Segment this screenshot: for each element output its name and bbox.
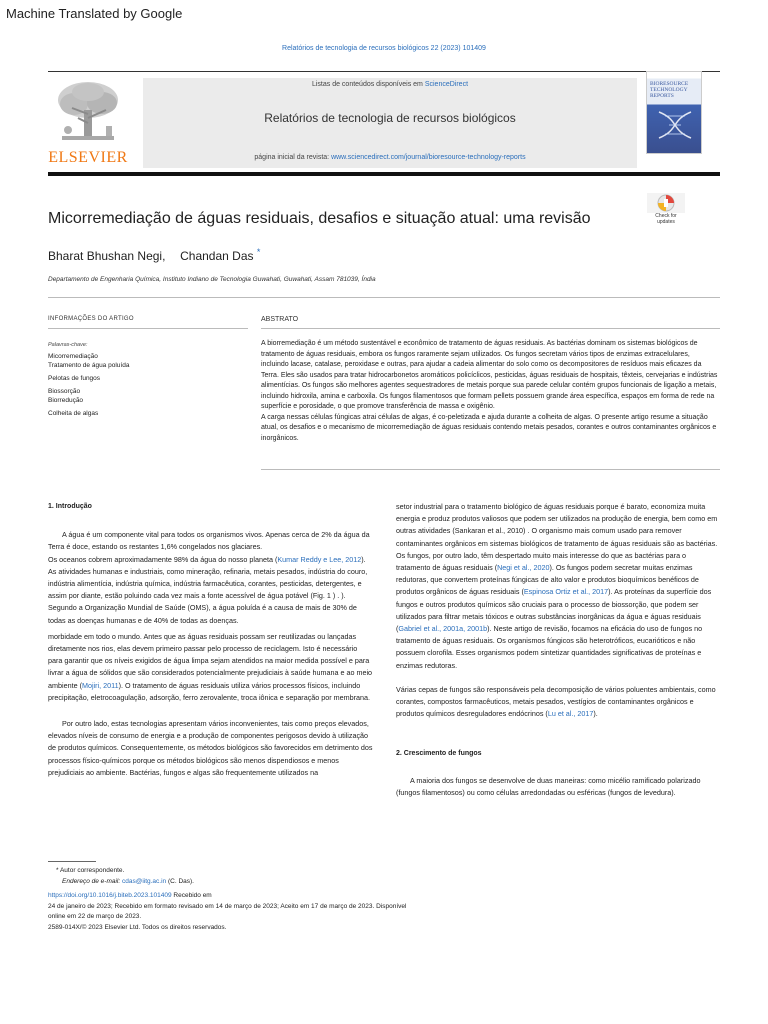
keyword-item: Colheita de algas	[48, 410, 99, 417]
journal-homepage-link[interactable]: www.sciencedirect.com/journal/bioresource-technology-reports	[331, 154, 526, 161]
citation-link[interactable]: Espinosa Ortiz et al., 2017	[523, 587, 609, 597]
citation-link[interactable]: Lu et al., 2017	[547, 709, 594, 719]
keyword-item: Micorremediação	[48, 353, 98, 360]
received-label: Recebido em	[173, 892, 212, 899]
elsevier-logo[interactable]	[48, 78, 128, 168]
cover-title-line: REPORTS	[650, 93, 674, 99]
article-info-rule	[48, 328, 248, 329]
footnote-rule	[48, 861, 96, 862]
author-email-link[interactable]: cdas@iitg.ac.in	[121, 877, 167, 885]
citation-link[interactable]: Negi et al., 2020	[497, 563, 550, 573]
sciencedirect-link[interactable]: ScienceDirect	[424, 81, 469, 88]
keywords-heading: Palavras-chave:	[48, 342, 88, 348]
corresponding-author-note: * Autor correspondente.	[56, 867, 125, 874]
abstract-paragraph: A carga nessas células fúngicas atrai células de algas, é co-peletizada e ajuda durante a colheita de algas. O presente artigo resume a situação atual, os desafios e o mecanismo de micorremediação de águas residuais contendo metais pesados, corantes e outros contaminantes orgânicos e inorgânicos.	[261, 413, 717, 442]
elsevier-tree-icon	[52, 78, 124, 148]
section-heading-fungal-growth: 2. Crescimento de fungos	[396, 750, 482, 758]
abstract-heading: ABSTRATO	[261, 316, 299, 323]
section-heading-introduction: 1. Introdução	[48, 503, 92, 510]
crossmark-label-line: Check for	[655, 213, 677, 219]
copyright-line: 2589-014X/© 2023 Elsevier Ltd. Todos os direitos reservados.	[48, 923, 227, 931]
header-bottom-rule	[48, 172, 720, 176]
text-run: ). As atividades humanas e industriais, como mineração, refinaria, metais pesados, indústria do couro, indústria alimentícia, indústria química, indústria farmacêutica, corantes, pesticidas, detergentes, e assim por diante, estão poluindo cada vez mais a fonte acessível de água potável (Fig. 1 ) . ). Segundo a Organização Mundial de Saúde (OMS), a água poluída é a causa de mais de 30% de todas as doenças humanas e de 40% de todas as doenças.	[48, 554, 368, 625]
body-paragraph: A água é um componente vital para todos os organismos vivos. Apenas cerca de 2% da água da Terra é doce, estando os restantes 1,6% congelados nos glaciares.	[48, 530, 370, 552]
header-top-rule	[48, 71, 720, 72]
keyword-item: Biossorção	[48, 388, 81, 395]
body-paragraph	[48, 631, 373, 704]
history-line: 24 de janeiro de 2023; Recebido em formato revisado em 14 de março de 2023; Aceito em 17 de março de 2023. Disponível	[48, 902, 407, 910]
keyword-item: Pelotas de fungos	[48, 375, 101, 382]
doi-line	[48, 891, 406, 902]
crossmark-icon	[647, 193, 685, 213]
footnotes	[48, 866, 406, 933]
body-paragraph: Por outro lado, estas tecnologias apresentam vários inconvenientes, tais como preços elevados, elevados níveis de consumo de energia e a produção de componentes perigosos devido à utilização de produtos químicos. Consequentemente, os métodos biológicos são favorecidos em detrimento dos processos físico-químicos porque os métodos biológicos são menos dispendiosos e menos prejudiciais ao ambiente. Bactérias, fungos e algas são frequentemente utilizados na	[48, 719, 373, 777]
article-title: Micorremediação de águas residuais, desafios e situação atual: uma revisão	[48, 210, 591, 227]
text-run: ).	[593, 709, 598, 719]
citation-link[interactable]: Kumar Reddy e Lee, 2012	[277, 554, 362, 564]
text-run: Os oceanos cobrem aproximadamente 98% da água do nosso planeta (	[48, 554, 278, 564]
abstract-rule	[261, 328, 720, 329]
email-label: Endereço de e-mail:	[62, 877, 121, 885]
doi-link[interactable]: https://doi.org/10.1016/j.biteb.2023.101409	[48, 892, 172, 899]
cover-title-line: TECHNOLOGY	[650, 87, 688, 93]
homepage-prefix: página inicial da revista:	[254, 154, 330, 161]
body-paragraph	[396, 550, 721, 672]
author-affiliation: Departamento de Engenharia Química, Instituto Indiano de Tecnologia Guwahati, Guwahati, Assam 781039, Índia	[48, 276, 376, 283]
journal-cover-thumbnail[interactable]	[646, 71, 702, 154]
author-name[interactable]: Chandan Das	[180, 249, 254, 263]
journal-reference-link[interactable]: Relatórios de tecnologia de recursos biológicos 22 (2023) 101409	[282, 45, 486, 52]
article-info-heading: INFORMAÇÕES DO ARTIGO	[48, 316, 134, 322]
journal-homepage-line	[143, 154, 637, 161]
text-run: ). Os fungos podem secretar muitas enzimas redutoras, que convertem proteínas fúngicas de alto valor e produtos bioquímicos benéficos de produtos orgânicos de águas residuais (	[396, 563, 699, 597]
body-paragraph	[396, 684, 721, 721]
check-for-updates-badge[interactable]	[647, 193, 685, 231]
text-run: ). O tratamento de águas residuais utiliza vários processos físicos, incluindo precipitação, eletrocoagulação, adsorção, ferro zerovalente, troca iônica e separação por membrana.	[48, 680, 371, 702]
history-line: online em 22 de março de 2023.	[48, 913, 142, 920]
cover-title-line: BIORESOURCE	[650, 81, 689, 87]
abstract-paragraph: A biorremediação é um método sustentável e econômico de tratamento de águas residuais. As bactérias dominam os sistemas biológicos de tratamento de águas residuais, embora os fungos raramente sejam utilizados. Os fungos secretam vários tipos de enzimas extracelulares, incluindo lacase, catalase, peroxidase e outras, para ajudar a cadeia alimentar do solo como os decompositores de resíduos mais eficazes da Terra. Eles são usados para tratar hidrocarbonetos aromáticos policíclicos, pesticidas, águas residuais de hospitais, têxteis, cervejarias e indústrias alimentícias. Os fungos são melhores agentes sequestradores de metais porque sua parede celular contém grupos funcionais de ligação a metais, incluindo hidroxila, amina e carboxila. Os fungos filamentosos que formam pellets possuem grande área específica, espaços em forma de rede na superfície e porosidade, o que promove transferência de massa e oxigênio.	[261, 340, 718, 410]
journal-masthead	[143, 78, 637, 168]
citation-link[interactable]: Mojiri, 2011	[81, 680, 119, 690]
text-run: ). Neste artigo de revisão, focamos na eficácia do uso de fungos no tratamento de águas residuais. Os organismos fúngicos são heterotróficos, eucarióticos e não possuem clorofila. Esses organismos podem sintetizar quantidades significativas de proteínas e enzimas redutoras.	[396, 624, 703, 670]
text-run: Várias cepas de fungos são responsáveis pela decomposição de vários poluentes ambientais, como corantes, compostos farmacêuticos, metais pesados, vestígios de contaminantes orgânicos e produtos químicos desreguladores endócrinos (	[396, 684, 716, 719]
citation-link[interactable]: Gabriel et al., 2001a, 2001b	[398, 624, 488, 634]
journal-title: Relatórios de tecnologia de recursos biológicos	[264, 111, 516, 125]
abstract-body	[261, 339, 719, 444]
crossmark-label	[647, 213, 685, 225]
contents-prefix: Listas de conteúdos disponíveis em	[311, 81, 423, 88]
elsevier-wordmark: ELSEVIER	[48, 149, 128, 166]
cover-dna-graphic-icon	[651, 108, 699, 152]
body-left-column	[48, 501, 373, 779]
corresponding-author-mark[interactable]: *	[256, 247, 261, 257]
machine-translation-banner: Machine Translated by Google	[6, 6, 183, 21]
text-run: morbidade em todo o mundo. Antes que as águas residuais possam ser reutilizadas ou lançadas diretamente nos rios, elas devem primeiro passar pelo processo de reciclagem. Isto é necessário para garantir que os níveis exigidos de água limpa sejam atendidos na maior medida possível e para livrar a água de sólidos que são considerados potencialmente prejudiciais à saúde humana e ao meio ambiente (	[48, 631, 373, 690]
email-suffix: (C. Das).	[167, 877, 194, 885]
keyword-item: Biorredução	[48, 397, 84, 404]
email-line	[48, 877, 406, 888]
body-right-column	[396, 501, 721, 799]
cover-title	[650, 81, 700, 99]
text-run: ). As proteínas da superfície dos fungos e outros produtos químicos são cruciais para o processo de biossorção, que podem ser utilizados para filtrar metais tóxicos e outras substâncias inorgânicas da água e águas residuais (	[396, 587, 712, 634]
keyword-list	[48, 352, 129, 418]
author-list	[48, 247, 260, 263]
body-paragraph: A maioria dos fungos se desenvolve de duas maneiras: como micélio ramificado polarizado (fungos filamentosos) ou como células arredondadas ou esféricas (fungos de levedura).	[396, 775, 701, 797]
info-top-rule	[48, 297, 720, 298]
author-name[interactable]: Bharat Bhushan Negi,	[48, 249, 166, 263]
body-paragraph	[48, 554, 373, 627]
text-run: Os fungos, por outro lado, têm despertado muito mais interesse do que as bactérias para o tratamento de águas residuais (	[396, 550, 687, 573]
body-paragraph: setor industrial para o tratamento biológico de águas residuais porque é barato, economiza muita energia e produz produtos valiosos que podem ser utilizados na produção de energia, bem como em outras atividades (Sankaran et al., 2010) . O organismo mais comum usado para remover contaminantes orgânicos em sistemas biológicos de tratamento de águas residuais são as bactérias.	[396, 502, 718, 548]
keyword-item: Tratamento de água poluída	[48, 362, 130, 369]
crossmark-label-line: updates	[657, 219, 675, 225]
abstract-bottom-rule	[261, 469, 720, 470]
contents-available-line	[143, 81, 637, 88]
